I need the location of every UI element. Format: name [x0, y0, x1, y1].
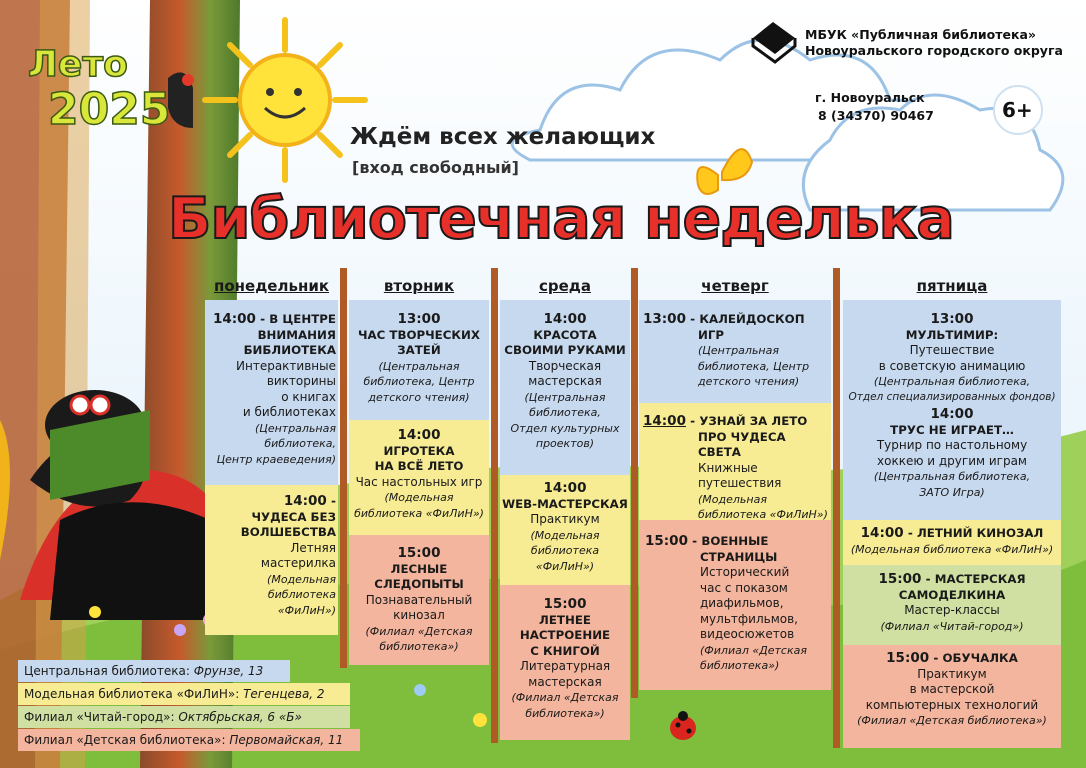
address-children-library [18, 729, 360, 751]
event-title: БИБЛИОТЕКА [243, 343, 336, 357]
event-time: 14:00 [543, 480, 587, 496]
event-desc: Летняя [290, 540, 336, 555]
event-desc: компьютерных технологий [865, 697, 1039, 712]
event-desc: в советскую анимацию [878, 358, 1026, 373]
event-venue: детского чтения) [698, 375, 800, 388]
event-title: ИГР [698, 327, 725, 342]
event-venue: библиотека, [529, 406, 601, 419]
event-venue: (Центральная [524, 390, 606, 404]
event-title: МАСТЕРСКАЯ [934, 572, 1026, 586]
event-dash: - [685, 312, 700, 326]
event-title: САМОДЕЛКИНА [898, 587, 1006, 602]
event-venue: (Филиал «Детская [700, 643, 807, 657]
event-desc: путешествия [698, 476, 782, 490]
event-venue: Отдел специализированных фондов) [848, 390, 1056, 403]
event-desc: и библиотеках [242, 405, 336, 419]
event-title: ВНИМАНИЯ [257, 327, 336, 342]
event-desc: Турнир по настольному [876, 438, 1028, 452]
event-venue: (Модельная [530, 528, 600, 542]
event-desc: Практикум [917, 666, 987, 681]
invite-text: Ждём всех желающих [350, 124, 656, 150]
event-dash: - [929, 651, 943, 665]
event-desc: кинозал [393, 608, 445, 622]
event-desc: час с показом [700, 580, 788, 595]
tuesday-event-3 [349, 546, 489, 655]
event-time: 14:00 [543, 311, 587, 327]
event-venue: (Центральная библиотека, [873, 470, 1031, 483]
event-time: 13:00 [397, 311, 441, 327]
city-label: г. Новоуральск [815, 90, 925, 105]
wednesday-event-2 [500, 481, 630, 574]
event-venue: проектов) [535, 437, 595, 450]
event-desc: мастерская [528, 674, 602, 689]
event-venue: (Филиал «Читай-город») [880, 619, 1024, 633]
event-desc: видеосюжетов [700, 627, 795, 641]
event-venue: библиотека») [525, 706, 605, 720]
tuesday-event-2 [349, 428, 489, 521]
event-title: НАСТРОЕНИЕ [519, 628, 611, 642]
event-venue: библиотека «ФиЛиН») [698, 508, 828, 521]
address-name: Филиал «Читай-город»: [24, 710, 179, 724]
address-name: Центральная библиотека: [24, 664, 194, 678]
event-title: УЗНАЙ ЗА ЛЕТО [699, 414, 808, 428]
event-title: СЛЕДОПЫТЫ [374, 577, 464, 591]
event-desc: Исторический [700, 565, 790, 579]
friday-event-1 [843, 312, 1061, 500]
event-time: 14:00 [283, 493, 327, 509]
age-rating: 6+ [1002, 98, 1033, 122]
event-desc: диафильмов, [700, 596, 784, 610]
address-name: Модельная библиотека «ФиЛиН»: [24, 687, 244, 701]
address-street: Октябрьская, 6 «Б» [178, 710, 302, 724]
wednesday-event-1 [500, 312, 630, 452]
monday-event-2 [205, 494, 338, 618]
event-time: 15:00 [397, 545, 441, 561]
event-venue: «ФиЛиН») [535, 559, 595, 573]
event-desc: Книжные [698, 460, 758, 475]
tuesday-event-1 [349, 312, 489, 405]
event-desc: Час настольных игр [355, 474, 483, 489]
event-title: НА ВСЁ ЛЕТО [374, 459, 464, 473]
day-monday: понедельник [213, 277, 330, 295]
thursday-event-2 [643, 414, 831, 523]
address-street: Первомайская, 11 [229, 733, 344, 747]
event-venue: (Модельная [267, 572, 336, 586]
event-desc: о книгах [281, 389, 336, 404]
address-street: Фрунзе, 13 [193, 664, 264, 678]
event-title: ЧАС ТВОРЧЕСКИХ [357, 327, 480, 342]
event-venue: (Центральная [378, 359, 460, 373]
event-desc: Литературная [519, 659, 611, 673]
event-title: КАЛЕЙДОСКОП [699, 312, 805, 326]
event-title: С КНИГОЙ [530, 643, 600, 658]
event-venue: (Филиал «Детская [511, 691, 619, 704]
event-desc: Мастер-классы [904, 603, 1000, 617]
day-friday: пятница [916, 277, 988, 295]
event-title: ОБУЧАЛКА [942, 651, 1018, 665]
event-venue: библиотека, [264, 437, 336, 450]
friday-event-4 [843, 572, 1061, 634]
day-wednesday: среда [538, 277, 592, 295]
event-desc: Путешествие [909, 343, 995, 357]
monday-event-1 [205, 312, 338, 467]
event-venue: (Филиал «Детская библиотека») [857, 714, 1047, 727]
event-dash: - [326, 494, 336, 508]
address-street: Тегенцева, 2 [243, 687, 325, 701]
event-venue: (Модельная [698, 492, 767, 506]
event-time: 14:00 [860, 525, 904, 541]
event-time: 13:00 [930, 311, 974, 327]
phone-label: 8 (34370) 90467 [818, 108, 934, 123]
event-title: ЧУДЕСА БЕЗ [251, 509, 336, 524]
event-time: 14:00 [643, 413, 686, 429]
event-desc: мастерская [528, 374, 602, 388]
event-time: 14:00 [212, 311, 256, 327]
org-name-line1: МБУК «Публичная библиотека» [805, 27, 1036, 42]
free-entry-text: [вход свободный] [352, 158, 519, 177]
event-title: ЛЕСНЫЕ [390, 561, 448, 576]
event-dash: - [687, 534, 702, 548]
event-title: СВОИМИ РУКАМИ [504, 343, 626, 357]
thursday-event-3 [645, 534, 831, 674]
event-title: ПРО ЧУДЕСА СВЕТА [698, 429, 786, 459]
event-desc: в мастерской [909, 682, 995, 696]
event-dash: - [255, 312, 270, 326]
event-dash: - [685, 414, 700, 428]
event-venue: библиотека») [700, 659, 780, 672]
event-venue: ЗАТО Игра) [919, 485, 985, 499]
event-venue: Отдел культурных [510, 421, 620, 435]
year-label: 2025 [48, 84, 171, 135]
event-title: СТРАНИЦЫ [700, 549, 778, 564]
event-venue: библиотека [267, 588, 336, 601]
friday-event-5 [843, 651, 1061, 729]
event-title: ВОЕННЫЕ [701, 534, 769, 548]
page-title: Библиотечная неделька [168, 186, 954, 252]
day-tuesday: вторник [383, 277, 455, 295]
event-time: 15:00 [878, 571, 922, 587]
sun-icon [205, 20, 365, 180]
event-dash: - [903, 526, 917, 540]
event-desc: Познавательный [365, 592, 473, 607]
event-venue: Центр краеведения) [216, 452, 336, 466]
address-chitai-gorod [18, 706, 350, 728]
event-title: МУЛЬТИМИР: [905, 327, 999, 342]
address-filin [18, 683, 350, 705]
event-desc: Творческая [528, 358, 602, 373]
event-venue: (Модельная [384, 491, 454, 504]
event-desc: хоккею и другим играм [877, 453, 1027, 468]
address-central [18, 660, 290, 682]
event-venue: библиотека, Центр [698, 359, 810, 373]
event-time: 13:00 [643, 311, 686, 327]
address-name: Филиал «Детская библиотека»: [24, 733, 230, 747]
event-dash: - [921, 572, 935, 586]
friday-event-3 [843, 526, 1061, 557]
event-title: ЗАТЕЙ [397, 343, 441, 357]
event-desc: викторины [266, 374, 336, 388]
org-name-line2: Новоуральского городского округа [805, 43, 1063, 58]
event-venue: (Модельная библиотека «ФиЛиН») [850, 542, 1054, 556]
event-time: 14:00 [930, 406, 974, 422]
event-venue: (Центральная [698, 344, 779, 357]
event-venue: (Филиал «Детская [365, 624, 473, 638]
event-title: WEB-МАСТЕРСКАЯ [502, 496, 628, 511]
event-title: ЛЕТНЕЕ [539, 612, 591, 627]
event-desc: мультфильмов, [700, 611, 798, 626]
summer-label: Лето [28, 44, 128, 85]
event-venue: библиотека, Центр [363, 375, 475, 388]
event-venue: библиотека «ФиЛиН») [354, 506, 484, 520]
event-time: 15:00 [886, 650, 930, 666]
event-title: ВОЛШЕБСТВА [240, 525, 336, 539]
event-desc: мастерилка [260, 556, 336, 570]
event-title: В ЦЕНТРЕ [269, 312, 336, 326]
event-title: ЛЕТНИЙ КИНОЗАЛ [916, 526, 1044, 540]
event-venue: (Центральная библиотека, [873, 375, 1031, 388]
event-time: 15:00 [645, 533, 688, 549]
event-venue: «ФиЛиН») [277, 603, 336, 617]
wednesday-event-3 [500, 597, 630, 721]
event-desc: Практикум [530, 512, 600, 526]
event-venue: (Центральная [255, 421, 336, 435]
event-venue: библиотека») [379, 640, 459, 653]
event-time: 15:00 [543, 596, 587, 612]
event-venue: детского чтения) [368, 390, 470, 404]
event-desc: Интерактивные [236, 358, 336, 373]
event-title: КРАСОТА [533, 327, 597, 342]
event-venue: библиотека [530, 544, 600, 557]
event-time: 14:00 [397, 427, 441, 443]
thursday-event-1 [643, 312, 831, 390]
event-title: ТРУС НЕ ИГРАЕТ… [890, 422, 1014, 437]
event-title: ИГРОТЕКА [383, 443, 455, 458]
day-thursday: четверг [701, 277, 769, 295]
